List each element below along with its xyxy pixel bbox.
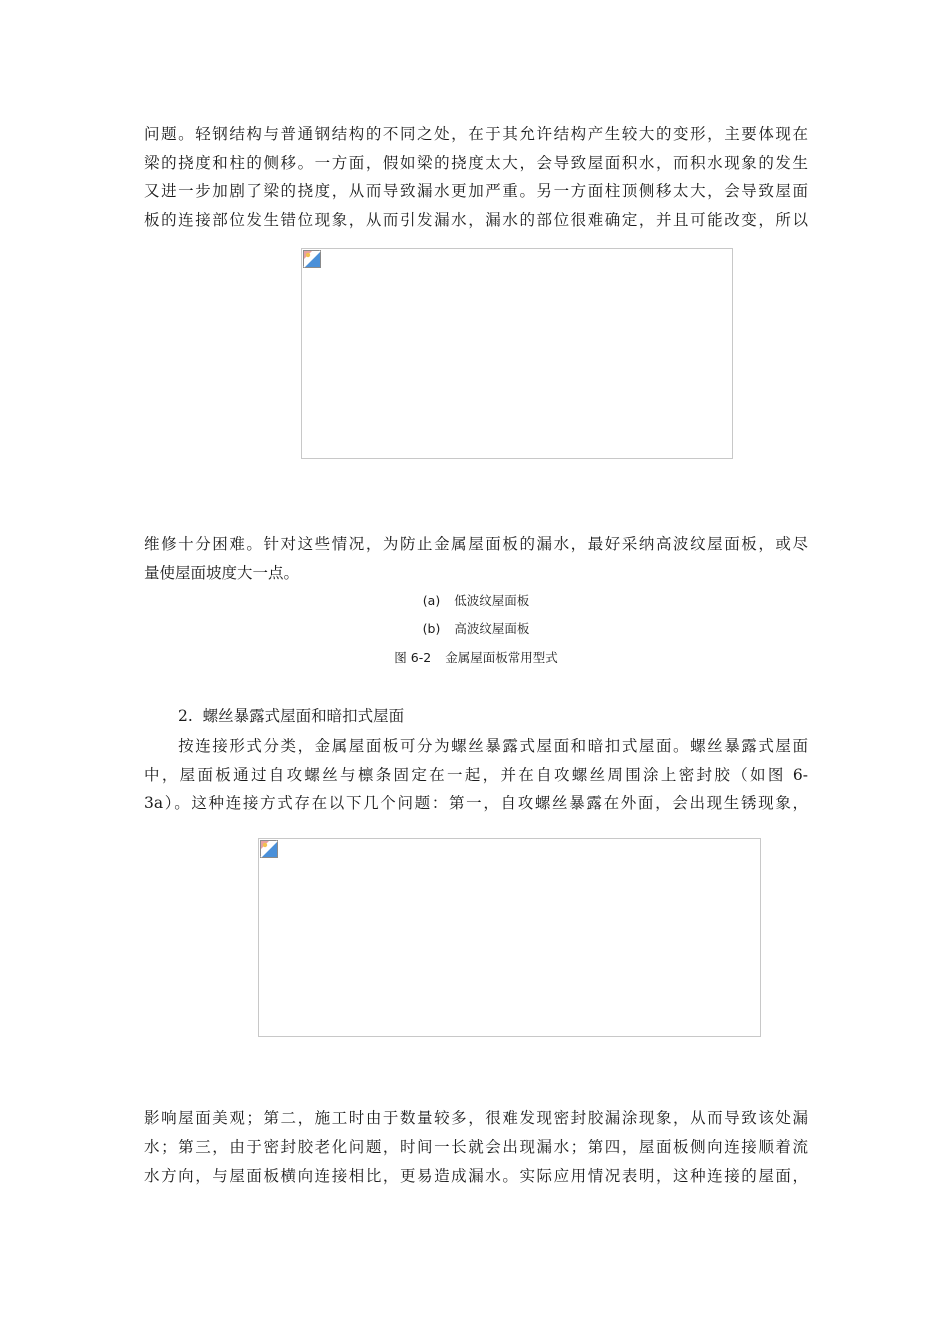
- paragraph-line: 水方向，与屋面板横向连接相比，更易造成漏水。实际应用情况表明，这种连接的屋面，: [144, 1167, 808, 1185]
- section-heading: 2. 螺丝暴露式屋面和暗扣式屋面: [178, 707, 405, 725]
- subfigure-tag: (b): [422, 621, 441, 636]
- figure-title: 金属屋面板常用型式: [445, 650, 558, 665]
- figure-caption: [144, 649, 808, 667]
- subfigure-tag: (a): [422, 593, 441, 608]
- subfigure-caption-a: [144, 592, 808, 610]
- subfigure-text: 低波纹屋面板: [454, 593, 530, 608]
- paragraph-line: 梁的挠度和柱的侧移。一方面，假如梁的挠度太大，会导致屋面积水，而积水现象的发生: [144, 154, 808, 172]
- paragraph-line: 3a）。这种连接方式存在以下几个问题：第一，自攻螺丝暴露在外面，会出现生锈现象，: [144, 794, 808, 812]
- figure-number: 图 6-2: [394, 650, 432, 665]
- figure-image-placeholder: [301, 248, 733, 459]
- paragraph-line: 影响屋面美观；第二，施工时由于数量较多，很难发现密封胶漏涂现象，从而导致该处漏: [144, 1109, 808, 1127]
- broken-image-icon: [303, 250, 321, 268]
- figure-image-placeholder: [258, 838, 761, 1037]
- paragraph-line: 中，屋面板通过自攻螺丝与檩条固定在一起，并在自攻螺丝周围涂上密封胶（如图 6-: [144, 766, 808, 784]
- subfigure-text: 高波纹屋面板: [454, 621, 530, 636]
- subfigure-caption-b: [144, 620, 808, 638]
- paragraph-line: 维修十分困难。针对这些情况，为防止金属屋面板的漏水，最好采纳高波纹屋面板，或尽: [144, 535, 808, 553]
- paragraph-line: 板的连接部位发生错位现象，从而引发漏水，漏水的部位很难确定，并且可能改变，所以: [144, 211, 808, 229]
- paragraph-line: 水；第三，由于密封胶老化问题，时间一长就会出现漏水；第四，屋面板侧向连接顺着流: [144, 1138, 808, 1156]
- paragraph-line: 按连接形式分类，金属屋面板可分为螺丝暴露式屋面和暗扣式屋面。螺丝暴露式屋面: [144, 737, 808, 755]
- paragraph-line: 又进一步加剧了梁的挠度，从而导致漏水更加严重。另一方面柱顶侧移太大，会导致屋面: [144, 182, 808, 200]
- broken-image-icon: [260, 840, 278, 858]
- paragraph-line: 量使屋面坡度大一点。: [144, 564, 300, 582]
- paragraph-line: 问题。轻钢结构与普通钢结构的不同之处，在于其允许结构产生较大的变形，主要体现在: [144, 125, 808, 143]
